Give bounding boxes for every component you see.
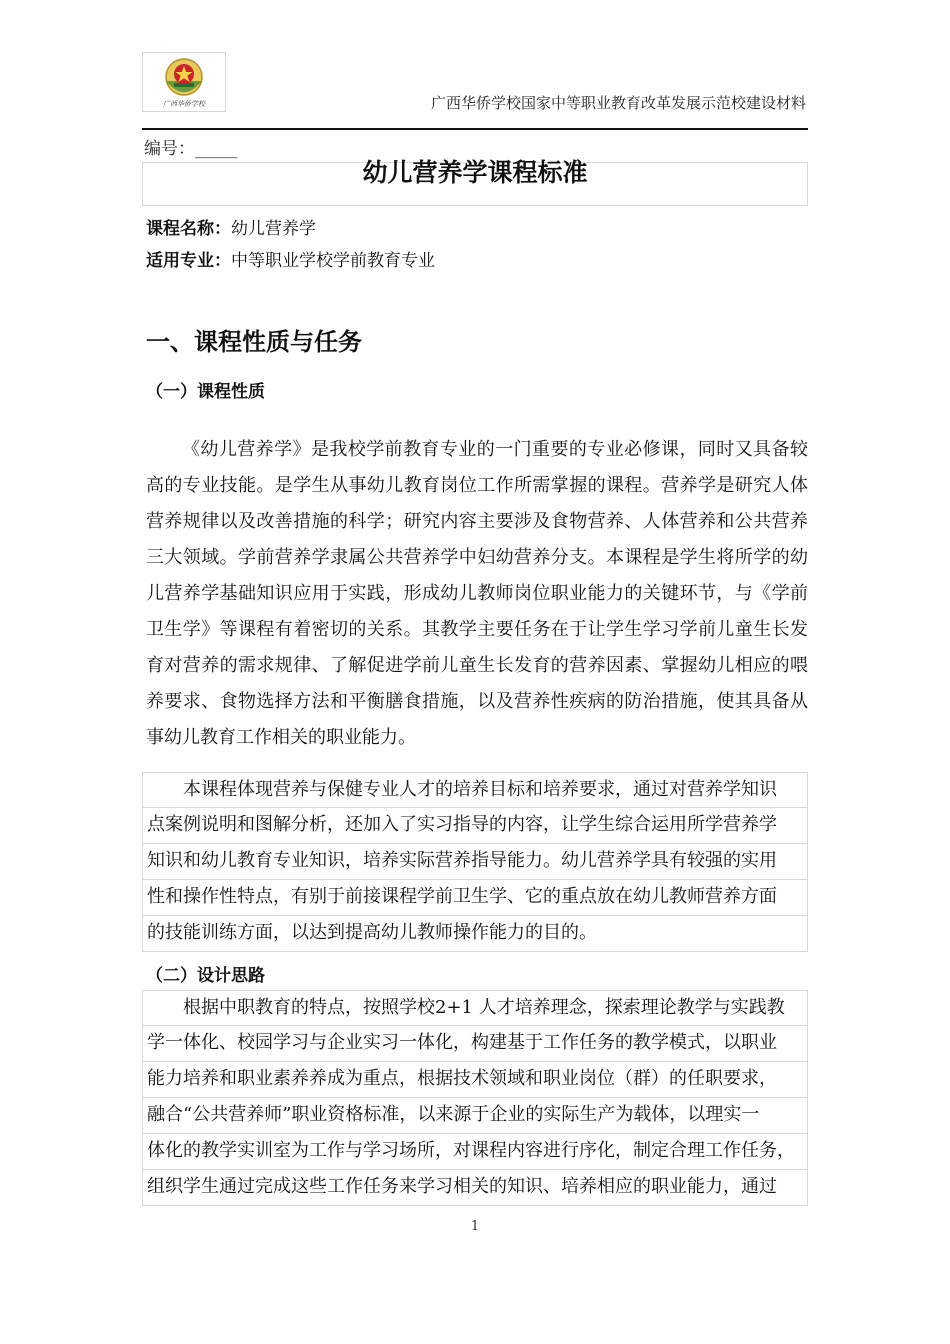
text-line: 知识和幼儿教育专业知识，培养实际营养指导能力。幼儿营养学具有较强的实用: [142, 844, 808, 880]
document-number: 编号：_____: [144, 139, 238, 159]
header-school-material: 广西华侨学校国家中等职业教育改革发展示范校建设材料: [430, 94, 806, 112]
page-title: 幼儿营养学课程标准: [362, 158, 588, 187]
paragraph-course-nature: 《幼儿营养学》是我校学前教育专业的一门重要的专业必修课，同时又具备较高的专业技能。是学生从事幼儿教育岗位工作所需掌握的课程。营养学是研究人体营养规律以及改善措施的科学；研究内容主要涉及食物营养、人体营养和公共营养三大领域。学前营养学隶属公共营养学中妇幼营养分支。本课程是学生将所学的幼儿营养学基础知识应用于实践，形成幼儿教师岗位职业能力的关键环节，与《学前卫生学》等课程有着密切的关系。其教学主要任务在于让学生学习学前儿童生长发育对营养的需求规律、了解促进学前儿童生长发育的营养因素、掌握幼儿相应的喂养要求、食物选择方法和平衡膳食措施，以及营养性疾病的防治措施，使其具备从事幼儿教育工作相关的职业能力。: [146, 439, 808, 748]
school-emblem-icon: [143, 53, 225, 111]
boxed-paragraph-course-goal: [142, 772, 808, 952]
major-value: 中等职业学校学前教育专业: [231, 251, 435, 271]
course-name-row: [146, 214, 316, 239]
course-name-label: 课程名称：: [146, 219, 231, 239]
subsection-heading-nature: （一）课程性质: [146, 382, 265, 402]
text-line: 点案例说明和图解分析，还加入了实习指导的内容，让学生综合运用所学营养学: [142, 808, 808, 844]
header-divider: [142, 128, 808, 130]
text-line: 的技能训练方面，以达到提高幼儿教师操作能力的目的。: [142, 916, 808, 952]
boxed-paragraph-design: [142, 990, 808, 1206]
subsection-heading-design: （二）设计思路: [146, 966, 265, 986]
title-box: [142, 158, 808, 206]
logo-caption: 广西华侨学校: [163, 100, 205, 108]
school-logo: [142, 52, 226, 112]
text-line: 能力培养和职业素养养成为重点，根据技术领域和职业岗位（群）的任职要求，: [142, 1062, 808, 1098]
section-heading: 一、课程性质与任务: [146, 328, 362, 356]
course-name-value: 幼儿营养学: [231, 219, 316, 239]
text-line: 性和操作性特点，有别于前接课程学前卫生学、它的重点放在幼儿教师营养方面: [142, 880, 808, 916]
text-line: 本课程体现营养与保健专业人才的培养目标和培养要求，通过对营养学知识: [142, 772, 808, 808]
text-line: 融合“公共营养师”职业资格标准，以来源于企业的实际生产为载体，以理实一: [142, 1098, 808, 1134]
text-line: 学一体化、校园学习与企业实习一体化，构建基于工作任务的教学模式，以职业: [142, 1026, 808, 1062]
text-line: 根据中职教育的特点，按照学校2+1 人才培养理念，探索理论教学与实践教: [142, 990, 808, 1026]
text-line: 组织学生通过完成这些工作任务来学习相关的知识、培养相应的职业能力，通过: [142, 1170, 808, 1206]
page-number: 1: [470, 1219, 480, 1234]
major-row: [146, 246, 435, 271]
text-line: 体化的教学实训室为工作与学习场所，对课程内容进行序化，制定合理工作任务，: [142, 1134, 808, 1170]
major-label: 适用专业：: [146, 251, 231, 271]
